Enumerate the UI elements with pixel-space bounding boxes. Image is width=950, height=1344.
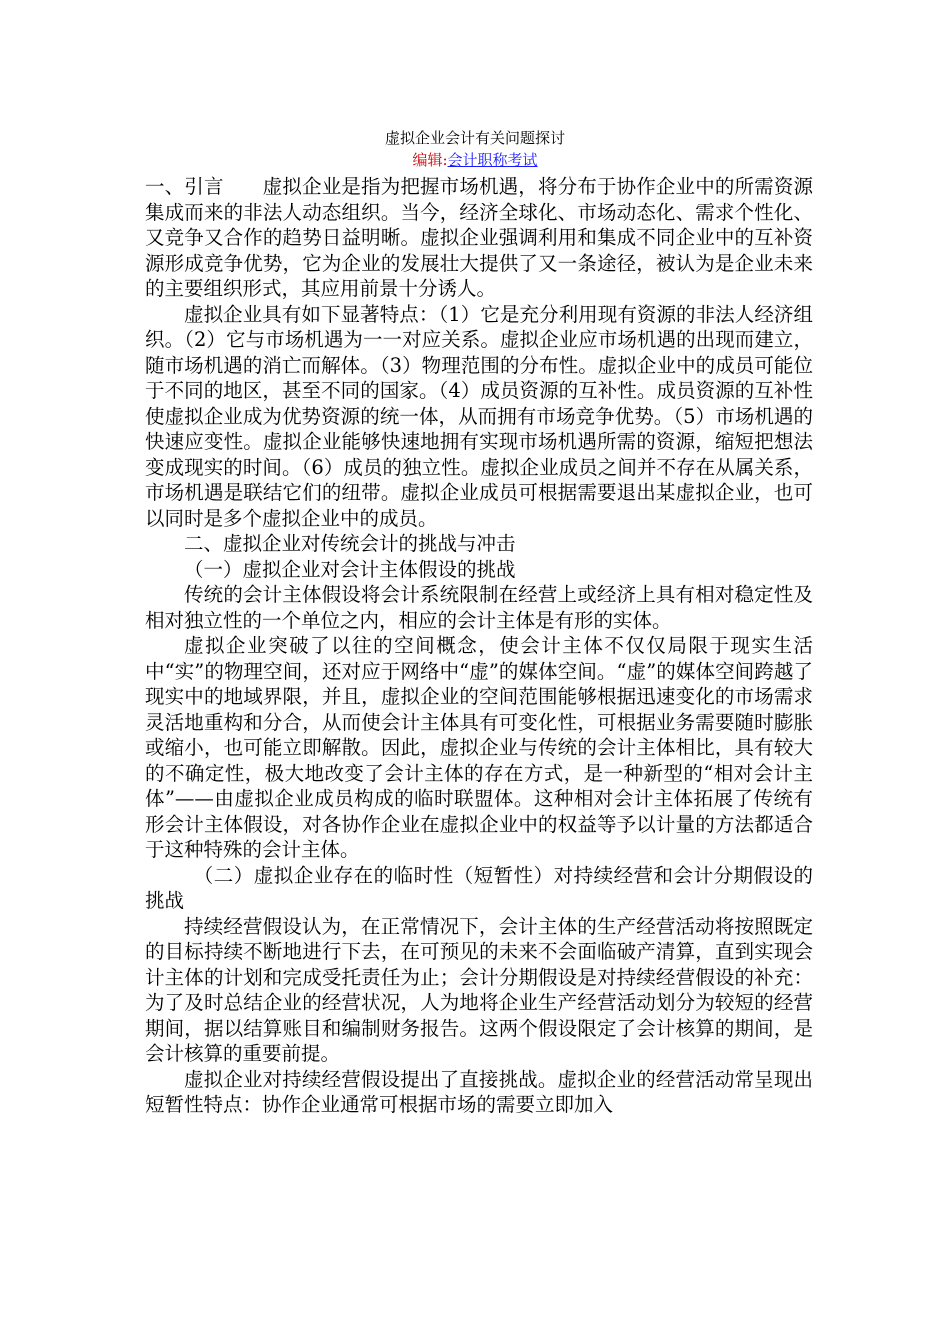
editor-line — [0, 150, 950, 170]
paragraph-intro — [145, 174, 813, 302]
document-title: 虚拟企业会计有关问题探讨 — [384, 129, 565, 147]
paragraph-intro-text: 虚拟企业是指为把握市场机遇，将分布于协作企业中的所需资源集成而来的非法人动态组织。当今，经济全球化、市场动态化、需求个性化、又竞争又合作的趋势日益明晰。虚拟企业强调利用和集成不同企业中的互补资源形成竞争优势，它为企业的发展壮大提供了又一条途径，被认为是企业未来的主要组织形式，其应用前景十分诱人。 — [145, 175, 813, 300]
subsection-heading-1: （一）虚拟企业对会计主体假设的挑战 — [184, 557, 516, 581]
section-heading-intro: 一、引言 — [145, 175, 224, 198]
subsection-heading-2: （二）虚拟企业存在的临时性（短暂性）对持续经营和会计分期假设的挑战 — [145, 863, 813, 912]
paragraph-features: 虚拟企业具有如下显著特点：（1）它是充分利用现有资源的非法人经济组织。（2）它与市场机遇为一一对应关系。虚拟企业应市场机遇的出现而建立，随市场机遇的消亡而解体。（3）物理范围的分布性。虚拟企业中的成员可能位于不同的地区，甚至不同的国家。（4）成员资源的互补性。成员资源的互补性使虚拟企业成为优势资源的统一体，从而拥有市场竞争优势。（5）市场机遇的快速应变性。虚拟企业能够快速地拥有实现市场机遇所需的资源，缩短把想法变成现实的时间。（6）成员的独立性。虚拟企业成员之间并不存在从属关系，市场机遇是联结它们的纽带。虚拟企业成员可根据需要退出某虚拟企业，也可以同时是多个虚拟企业中的成员。 — [145, 302, 813, 530]
paragraph-challenge: 虚拟企业对持续经营假设提出了直接挑战。虚拟企业的经营活动常呈现出短暂性特点：协作企业通常可根据市场的需要立即加入 — [145, 1067, 813, 1116]
paragraph-traditional-entity: 传统的会计主体假设将会计系统限制在经营上或经济上具有相对稳定性及相对独立性的一个单位之内，相应的会计主体是有形的实体。 — [145, 583, 813, 632]
section-heading-2: 二、虚拟企业对传统会计的挑战与冲击 — [184, 532, 516, 555]
paragraph-going-concern: 持续经营假设认为，在正常情况下，会计主体的生产经营活动将按照既定的目标持续不断地进行下去，在可预见的未来不会面临破产清算，直到实现会计主体的计划和完成受托责任为止；会计分期假设是对持续经营假设的补充：为了及时总结企业的经营状况，人为地将企业生产经营活动划分为较短的经营期间，据以结算账目和编制财务报告。这两个假设限定了会计核算的期间，是会计核算的重要前提。 — [145, 914, 813, 1065]
editor-link[interactable]: 会计职称考试 — [447, 151, 538, 169]
paragraph-virtual-entity: 虚拟企业突破了以往的空间概念，使会计主体不仅仅局限于现实生活中“实”的物理空间，还对应于网络中“虚”的媒体空间。“虚”的媒体空间跨越了现实中的地域界限，并且，虚拟企业的空间范围能够根据迅速变化的市场需求灵活地重构和分合，从而使会计主体具有可变化性，可根据业务需要随时膨胀或缩小，也可能立即解散。因此，虚拟企业与传统的会计主体相比，具有较大的不确定性，极大地改变了会计主体的存在方式，是一种新型的“相对会计主体”——由虚拟企业成员构成的临时联盟体。这种相对会计主体拓展了传统有形会计主体假设，对各协作企业在虚拟企业中的权益等予以计量的方法都适合于这种特殊的会计主体。 — [145, 634, 813, 861]
editor-label: 编辑: — [412, 151, 448, 169]
document-body — [145, 174, 813, 1118]
